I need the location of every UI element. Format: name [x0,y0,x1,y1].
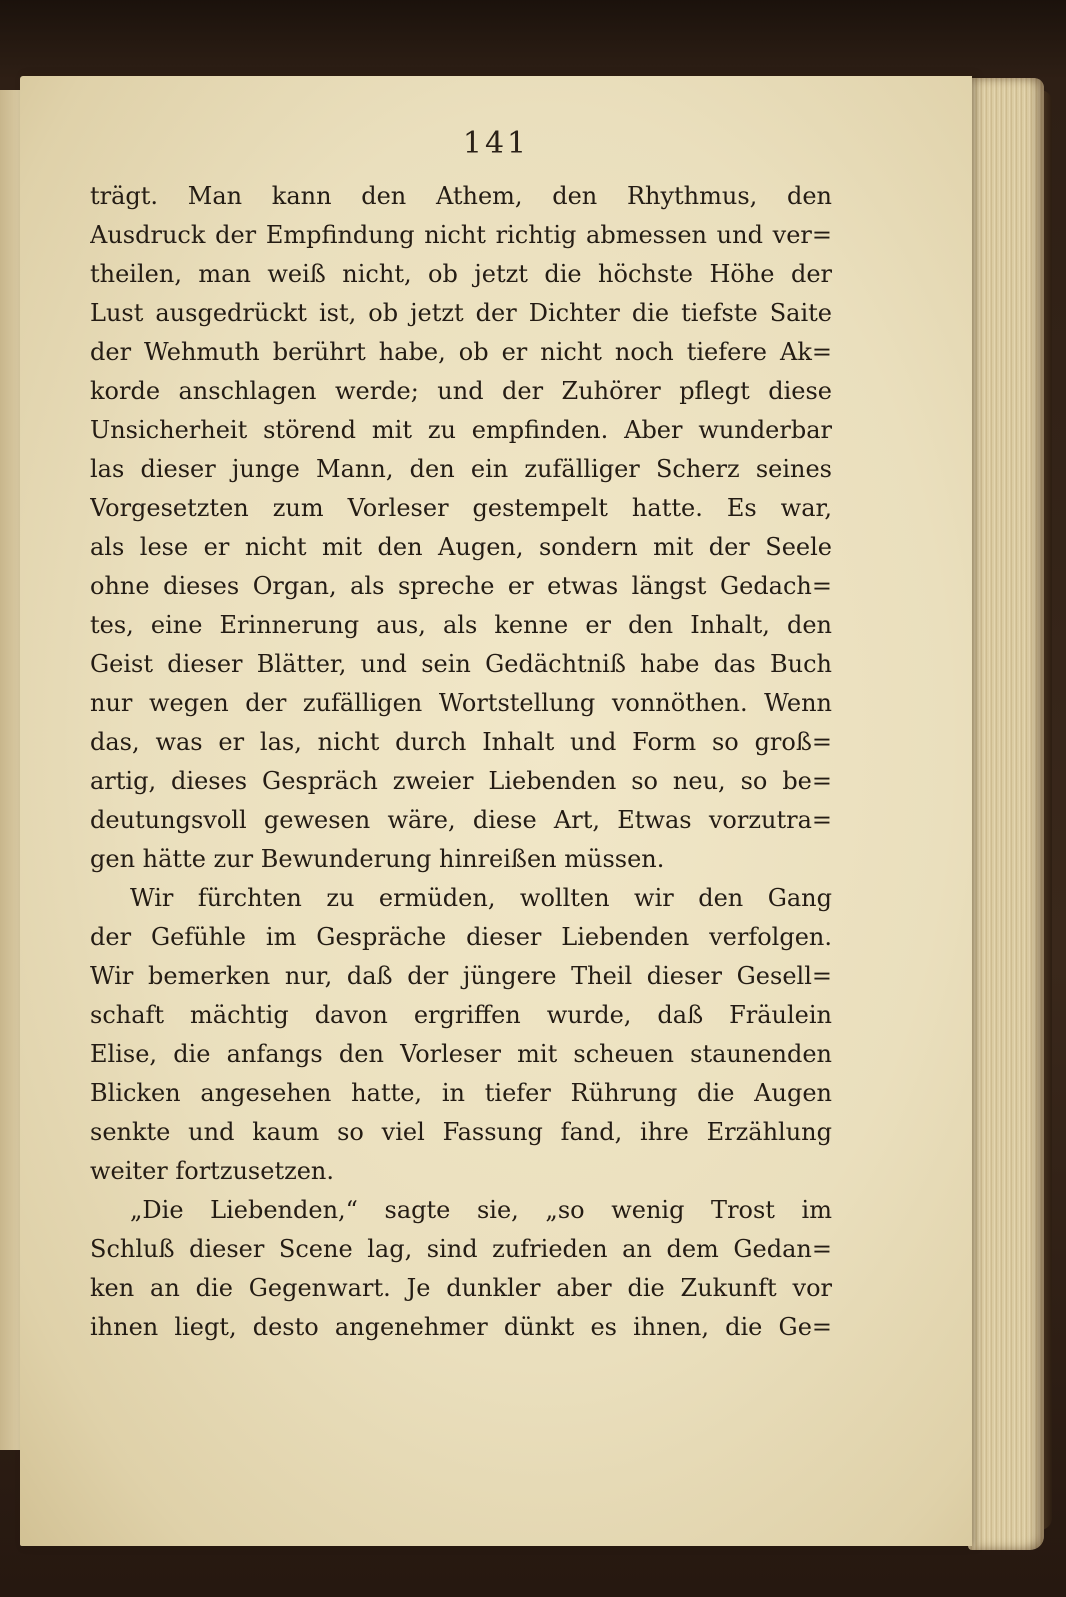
text-line: Vorgesetzten zum Vorleser gestempelt hatte. Es war, [90,494,832,522]
text-line: gen hätte zur Bewunderung hinreißen müssen. [90,845,665,873]
text-line: las dieser junge Mann, den ein zufälliger Scherz seines [90,455,832,483]
text-line: Ausdruck der Empfindung nicht richtig abmessen und ver= [90,221,832,249]
text-line: ken an die Gegenwart. Je dunkler aber die Zukunft vor [90,1274,832,1302]
paragraph-1 [90,177,832,879]
text-line: korde anschlagen werde; und der Zuhörer pflegt diese [90,377,832,405]
text-line: deutungsvoll gewesen wäre, diese Art, Etwas vorzutra= [90,806,832,834]
text-line: „Die Liebenden,“ sagte sie, „so wenig Trost im [130,1196,832,1224]
paragraph-2 [90,879,832,1191]
text-line: artig, dieses Gespräch zweier Liebenden so neu, so be= [90,767,832,795]
text-line: trägt. Man kann den Athem, den Rhythmus, den [90,182,832,210]
text-line: schaft mächtig davon ergriffen wurde, daß Fräulein [90,1001,832,1029]
book-page [20,76,972,1546]
text-line: das, was er las, nicht durch Inhalt und Form so groß= [90,728,832,756]
text-line: theilen, man weiß nicht, ob jetzt die höchste Höhe der [90,260,832,288]
text-line: Schluß dieser Scene lag, sind zufrieden an dem Gedan= [90,1235,832,1263]
paragraph-3 [90,1191,832,1347]
text-line: nur wegen der zufälligen Wortstellung vonnöthen. Wenn [90,689,832,717]
page-text [90,177,832,1347]
text-line: Geist dieser Blätter, und sein Gedächtniß habe das Buch [90,650,832,678]
text-line: weiter fortzusetzen. [90,1157,335,1185]
text-line: als lese er nicht mit den Augen, sondern mit der Seele [90,533,832,561]
text-line: tes, eine Erinnerung aus, als kenne er den Inhalt, den [90,611,832,639]
text-line: Elise, die anfangs den Vorleser mit scheuen staunenden [90,1040,832,1068]
text-line: ihnen liegt, desto angenehmer dünkt es ihnen, die Ge= [90,1313,832,1341]
text-line: ohne dieses Organ, als spreche er etwas längst Gedach= [90,572,832,600]
text-line: Wir fürchten zu ermüden, wollten wir den Gang [130,884,832,912]
text-line: Unsicherheit störend mit zu empfinden. Aber wunderbar [90,416,832,444]
text-line: der Wehmuth berührt habe, ob er nicht noch tiefere Ak= [90,338,832,366]
text-line: Blicken angesehen hatte, in tiefer Rührung die Augen [90,1079,832,1107]
text-line: Wir bemerken nur, daß der jüngere Theil dieser Gesell= [90,962,832,990]
text-line: Lust ausgedrückt ist, ob jetzt der Dichter die tiefste Saite [90,299,832,327]
text-line: der Gefühle im Gespräche dieser Liebenden verfolgen. [90,923,832,951]
page-number: 141 [462,126,530,161]
page-stack-edges [968,78,1044,1550]
text-line: senkte und kaum so viel Fassung fand, ihre Erzählung [90,1118,832,1146]
